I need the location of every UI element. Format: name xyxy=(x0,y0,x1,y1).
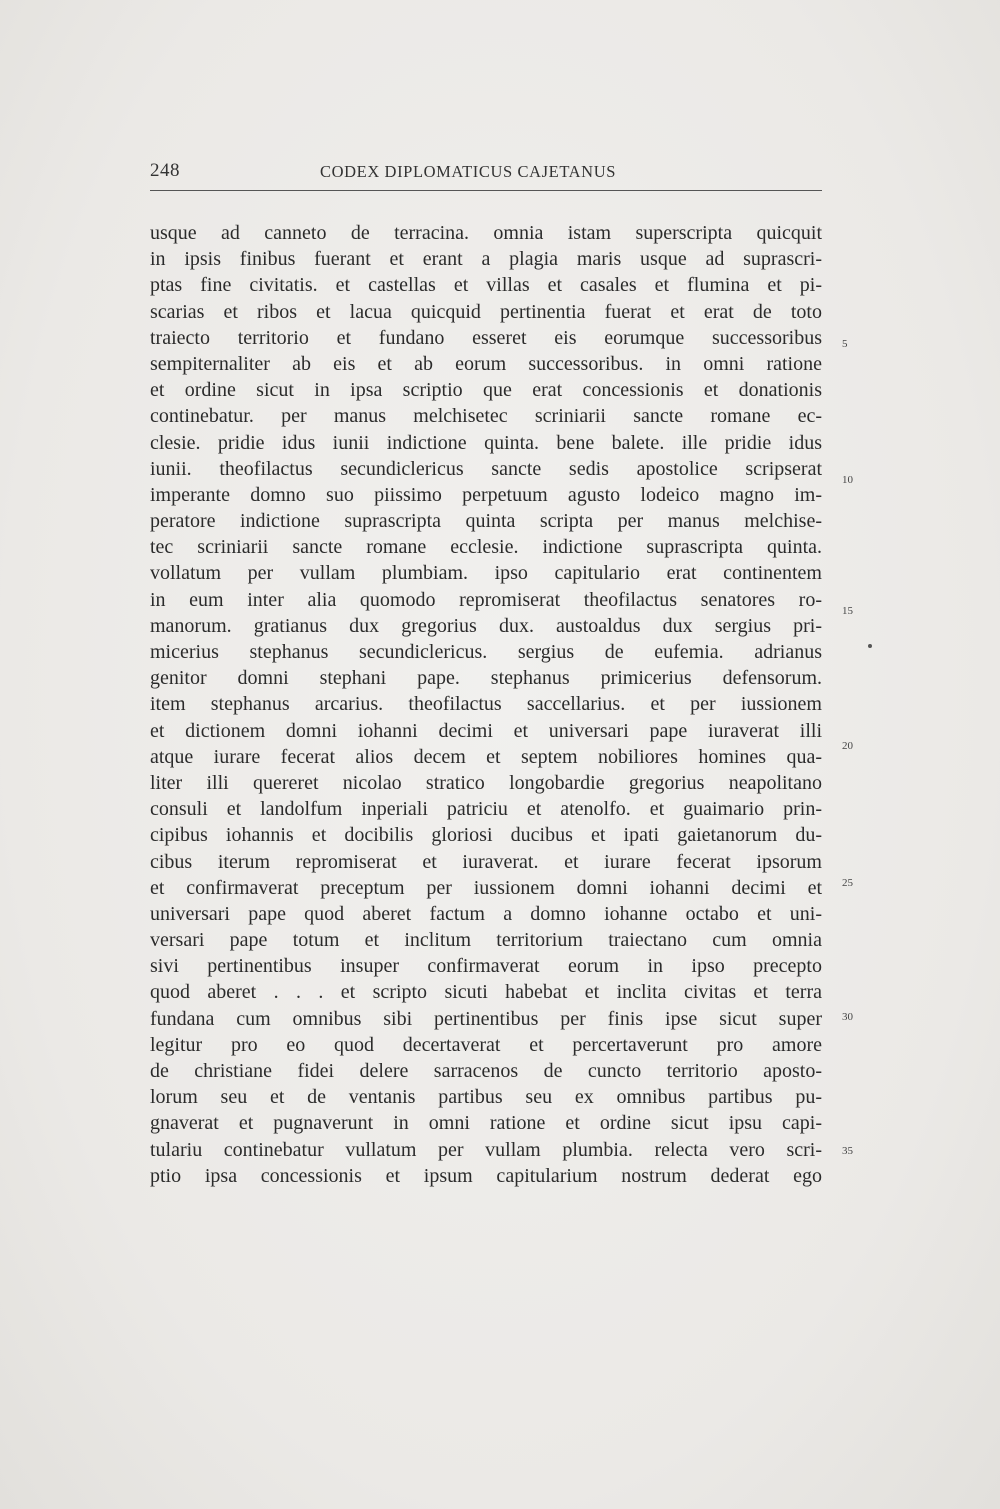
header-rule xyxy=(150,190,822,191)
text-line: quod aberet . . . et scripto sicuti habebat et inclita civitas et terra xyxy=(150,981,822,1004)
text-line: versari pape totum et inclitum territorium traiectano cum omnia xyxy=(150,929,822,952)
text-line: micerius stephanus secundiclericus. sergius de eufemia. adrianus xyxy=(150,641,822,663)
text-line: usque ad canneto de terracina. omnia istam superscripta quicquit xyxy=(150,222,822,244)
text-line: et ordine sicut in ipsa scriptio que erat concessionis et donationis xyxy=(150,379,822,402)
running-head xyxy=(150,160,822,188)
text-line: ptas fine civitatis. et castellas et villas et casales et flumina et pi- xyxy=(150,274,822,297)
text-line: liter illi quereret nicolao stratico longobardie gregorius neapolitano xyxy=(150,771,822,794)
line-number: 20 xyxy=(842,740,853,752)
line-number: 25 xyxy=(842,877,853,889)
text-line: universari pape quod aberet factum a domno iohanne octabo et uni- xyxy=(150,902,822,925)
ink-speck xyxy=(868,644,872,648)
text-line: continebatur. per manus melchisetec scriniarii sancte romane ec- xyxy=(150,405,822,428)
text-line: vollatum per vullam plumbiam. ipso capitulario erat continentem xyxy=(150,562,822,585)
body-text xyxy=(150,220,822,1189)
text-line: de christiane fidei delere sarracenos de cuncto territorio aposto- xyxy=(150,1060,822,1082)
text-line: genitor domni stephani pape. stephanus primicerius defensorum. xyxy=(150,667,822,690)
text-line: clesie. pridie idus iunii indictione quinta. bene balete. ille pridie idus xyxy=(150,431,822,454)
page-number: 248 xyxy=(150,160,180,181)
text-line: gnaverat et pugnaverunt in omni ratione et ordine sicut ipsu capi- xyxy=(150,1112,822,1135)
text-line: legitur pro eo quod decertaverat et percertaverunt pro amore xyxy=(150,1033,822,1056)
text-line: tulariu continebatur vullatum per vullam plumbia. relecta vero scri- xyxy=(150,1138,822,1161)
line-number: 30 xyxy=(842,1011,853,1023)
text-line: sivi pertinentibus insuper confirmaverat eorum in ipso precepto xyxy=(150,955,822,978)
text-line: in eum inter alia quomodo repromiserat theofilactus senatores ro- xyxy=(150,588,822,611)
text-line: fundana cum omnibus sibi pertinentibus per finis ipse sicut super xyxy=(150,1007,822,1030)
text-line: cipibus iohannis et docibilis gloriosi ducibus et ipati gaietanorum du- xyxy=(150,824,822,847)
text-line: tec scriniarii sancte romane ecclesie. indictione suprascripta quinta. xyxy=(150,536,822,559)
text-line: item stephanus arcarius. theofilactus saccellarius. et per iussionem xyxy=(150,693,822,716)
text-line: manorum. gratianus dux gregorius dux. austoaldus dux sergius pri- xyxy=(150,614,822,637)
text-line: scarias et ribos et lacua quicquid pertinentia fuerat et erat de toto xyxy=(150,300,822,323)
text-line: lorum seu et de ventanis partibus seu ex omnibus partibus pu- xyxy=(150,1086,822,1109)
text-line: consuli et landolfum inperiali patriciu et atenolfo. et guaimario prin- xyxy=(150,798,822,821)
text-line: peratore indictione suprascripta quinta scripta per manus melchise- xyxy=(150,510,822,533)
text-line: et confirmaverat preceptum per iussionem domni iohanni decimi et xyxy=(150,876,822,899)
text-line: in ipsis finibus fuerant et erant a plagia maris usque ad suprascri- xyxy=(150,248,822,271)
text-line: cibus iterum repromiserat et iuraverat. et iurare fecerat ipsorum xyxy=(150,850,822,873)
text-line: imperante domno suo piissimo perpetuum agusto lodeico magno im- xyxy=(150,483,822,506)
text-line: iunii. theofilactus secundiclericus sancte sedis apostolice scripserat xyxy=(150,457,822,480)
line-number: 15 xyxy=(842,605,853,617)
header-title: CODEX DIPLOMATICUS CAJETANUS xyxy=(320,162,616,181)
text-line: atque iurare fecerat alios decem et septem nobiliores homines qua- xyxy=(150,745,822,768)
line-number: 10 xyxy=(842,474,853,486)
line-number: 5 xyxy=(842,338,848,350)
text-line: traiecto territorio et fundano esseret eis eorumque successoribus xyxy=(150,326,822,349)
text-line: sempiternaliter ab eis et ab eorum successoribus. in omni ratione xyxy=(150,352,822,375)
text-line: ptio ipsa concessionis et ipsum capitularium nostrum dederat ego xyxy=(150,1164,822,1187)
line-number: 35 xyxy=(842,1145,853,1157)
text-line: et dictionem domni iohanni decimi et universari pape iuraverat illi xyxy=(150,719,822,742)
